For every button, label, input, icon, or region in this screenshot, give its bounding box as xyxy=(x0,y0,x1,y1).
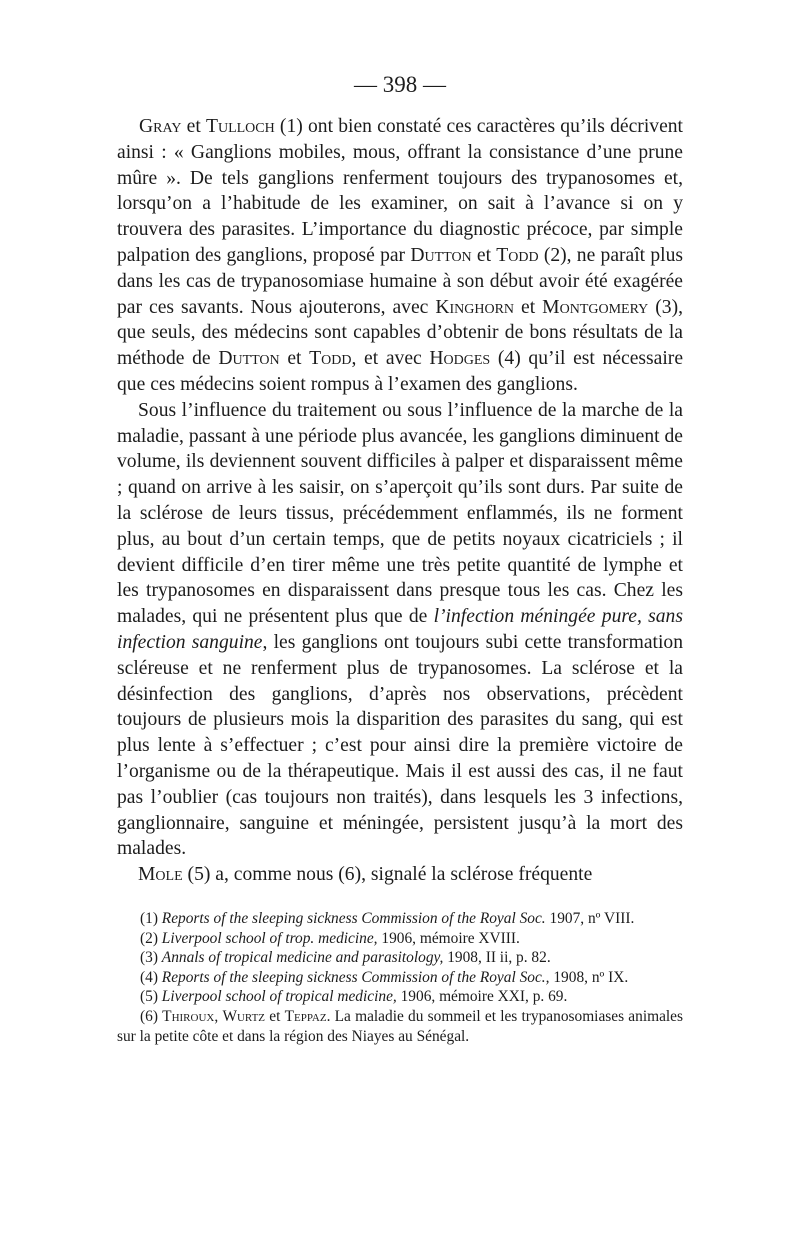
text-run: (5) xyxy=(140,988,162,1006)
text-run: 1908, II ii, p. 82. xyxy=(443,949,551,967)
author-name: Todd xyxy=(309,348,352,370)
italic-run: Liverpool school of trop. medicine, xyxy=(161,929,378,947)
text-run: et xyxy=(514,296,543,318)
text-run: (2) xyxy=(140,929,162,947)
italic-run: l’infection méningée pure, sans infection sanguine xyxy=(117,606,683,653)
author-name: Dutton xyxy=(218,348,280,370)
text-run: 1906, mémoire XVIII. xyxy=(377,929,520,947)
body-text xyxy=(117,114,683,888)
footnotes xyxy=(117,909,683,1046)
paragraph-3 xyxy=(117,862,683,888)
text-run: (3) xyxy=(140,949,162,967)
paragraph-1 xyxy=(117,114,683,398)
footnote-1 xyxy=(117,909,683,929)
author-name: Wurtz xyxy=(222,1007,266,1025)
text-run: et xyxy=(181,116,206,137)
author-name: Thiroux xyxy=(162,1007,215,1025)
text-run: 1908, nº IX. xyxy=(549,968,629,986)
author-name: Hodges xyxy=(429,348,491,370)
footnote-6 xyxy=(117,1007,683,1046)
text-run: , xyxy=(214,1007,223,1025)
text-run: , et avec xyxy=(351,348,430,370)
author-name: Todd xyxy=(496,244,539,266)
author-name: Dutton xyxy=(410,244,472,266)
text-run: et xyxy=(471,244,497,266)
italic-run: Reports of the sleeping sickness Commission of the Royal Soc., xyxy=(161,968,550,986)
text-run: (4) qu’il est nécessaire que ces médecins soient rompus à l’examen des ganglions. xyxy=(117,348,684,395)
paragraph-2 xyxy=(117,398,683,862)
page-number: — 398 — xyxy=(354,72,446,97)
footnote-2 xyxy=(117,929,683,949)
footnote-3 xyxy=(117,948,683,968)
italic-run: Liverpool school of tropical medicine, xyxy=(161,988,397,1006)
author-name: Montgomery xyxy=(542,296,649,318)
text-run: (4) xyxy=(140,968,162,986)
text-run: 1906, mémoire XXI, p. 69. xyxy=(396,988,568,1006)
author-name: Kinghorn xyxy=(435,296,515,318)
text-run: (1) xyxy=(140,910,162,927)
footnote-5 xyxy=(117,987,683,1007)
author-name: Gray xyxy=(139,116,182,137)
author-name: Tulloch xyxy=(205,116,275,137)
text-run: et xyxy=(265,1007,285,1025)
italic-run: Annals of tropical medicine and parasitology, xyxy=(161,949,444,967)
text-run: 1907, nº VIII. xyxy=(545,910,635,927)
footnote-4 xyxy=(117,968,683,988)
text-run: (6) xyxy=(140,1007,163,1025)
author-name: Teppaz xyxy=(284,1007,327,1025)
text-run: et xyxy=(279,348,310,370)
author-name: Mole xyxy=(138,864,183,886)
text-run: (5) a, comme nous (6), signalé la sclérose fréquente xyxy=(182,864,593,886)
text-run: (1) ont bien constaté ces caractères qu’ils décrivent ainsi : « Ganglions mobiles, mous, offrant la consistance d’une prune mûre ». De tels ganglions renferment toujours des trypanosomes et, lorsqu’on a l’habitude de les examiner, on sait à l’avance si on y trouvera des parasites. L’importance du diagnostic précoce, par simple palpation des ganglions, proposé par xyxy=(117,116,684,266)
text-run: Sous l’influence du traitement ou sous l’influence de la marche de la maladie, passant à une période plus avancée, les ganglions diminuent de volume, ils deviennent souvent difficiles à palper et disparaissent même ; quand on arrive à les saisir, on s’aperçoit qu’ils sont durs. Par suite de la sclérose de leurs tissus, précédemment enflammés, ils ne forment plus, au bout d’un certain temps, que de petits noyaux cicatriciels ; il devient difficile d’en tirer même une très petite quantité de lymphe et les trypanosomes en disparaissent dans presque tous les cas. Chez les malades, qui ne présentent plus que de xyxy=(117,399,683,628)
text-run: (3), que seuls, des médecins sont capables d’obtenir de bons résultats de la méthode de xyxy=(117,296,684,370)
italic-run: Reports of the sleeping sickness Commission of the Royal Soc. xyxy=(161,910,546,927)
text-run: (2), ne paraît plus dans les cas de trypanosomiase humaine à son début avoir été exagérée par ces savants. Nous ajouterons, avec xyxy=(117,244,684,318)
text-run: . La maladie du sommeil et les trypanosomiases animales sur la petite côte et dans la région des Niayes au Sénégal. xyxy=(117,1007,684,1045)
text-run: , les ganglions ont toujours subi cette transformation scléreuse et ne renferment plus de trypanosomes. La sclérose et la désinfection des ganglions, d’après nos observations, précèdent toujours de plusieurs mois la disparition des parasites du sang, qui est plus lente à s’effectuer ; c’est pour ainsi dire la première victoire de l’organisme ou de la thérapeutique. Mais il est aussi des cas, il ne faut pas l’oublier (cas toujours non traités), dans lesquels les 3 infections, ganglionnaire, sanguine et méningée, persistent jusqu’à la mort des malades. xyxy=(117,631,683,860)
